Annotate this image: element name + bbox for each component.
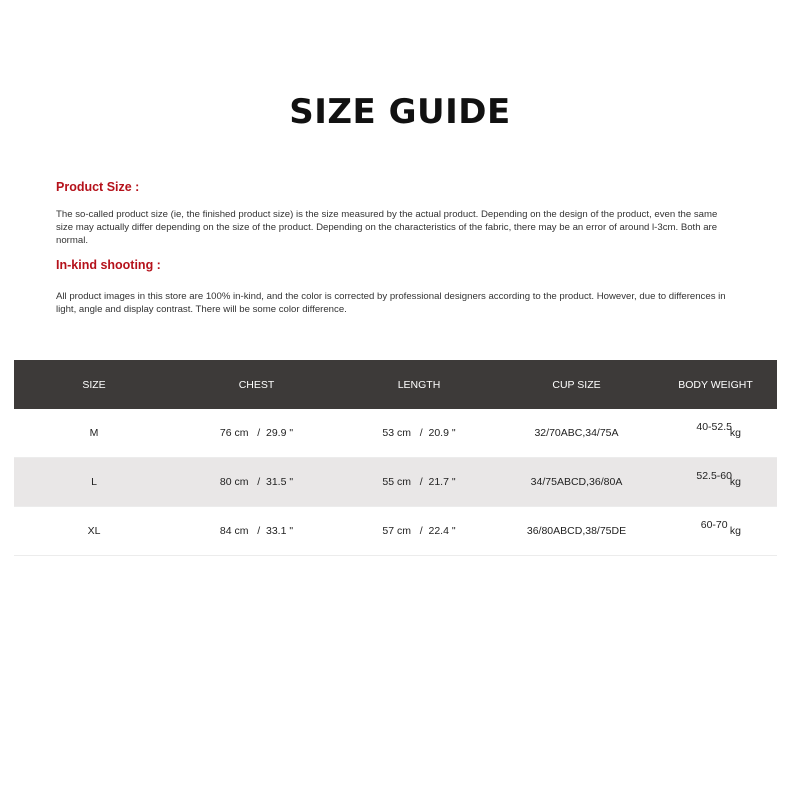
cell-length: 55 cm / 21.7 " [382,476,456,488]
body-weight-value: 40-52.5 [696,421,732,433]
cell-cup-size: 34/75ABCD,36/80A [530,476,623,488]
header-size: SIZE [82,378,106,391]
header-cup-size: CUP SIZE [552,378,601,391]
table-header-row [14,360,777,409]
cell-body-weight [654,409,777,458]
cell-cup-size: 32/70ABC,34/75A [534,427,619,439]
cell-body-weight [654,458,777,507]
table-row [14,458,777,507]
body-weight-unit: kg [729,476,741,488]
cell-size: M [89,427,99,439]
header-length: LENGTH [397,378,441,391]
cell-chest: 76 cm / 29.9 " [219,427,294,439]
body-weight-value: 60-70 [700,519,728,531]
cell-chest: 80 cm / 31.5 " [219,476,294,488]
body-weight-unit: kg [729,427,741,439]
in-kind-shooting-text: All product images in this store are 100% in-kind, and the color is corrected by professional designers according to the product. However, due to differences in light, angle and display contrast. There will be some color difference. [56,291,726,315]
cell-body-weight [654,507,777,556]
in-kind-shooting-heading: In-kind shooting : [56,258,161,272]
cell-length: 53 cm / 20.9 " [382,427,456,439]
body-weight-unit: kg [729,525,741,537]
cell-cup-size: 36/80ABCD,38/75DE [526,525,627,537]
cell-size: XL [87,525,101,537]
cell-chest: 84 cm / 33.1 " [219,525,294,537]
page-title: SIZE GUIDE [289,92,511,132]
cell-length: 57 cm / 22.4 " [382,525,456,537]
product-size-heading: Product Size : [56,180,140,194]
cell-size: L [91,476,97,488]
product-size-text: The so-called product size (ie, the finished product size) is the size measured by the actual product. Depending on the design of the product, even the same size may actually differ depending on the size of the product. Depending on the characteristics of the fabric, there may be an error of around l-3cm. Both are normal. [56,209,718,246]
table-row [14,507,777,556]
header-chest: CHEST [238,378,275,391]
body-weight-value: 52.5-60 [696,470,732,482]
table-row [14,409,777,458]
header-body-weight: BODY WEIGHT [678,378,753,391]
size-table [14,360,777,556]
